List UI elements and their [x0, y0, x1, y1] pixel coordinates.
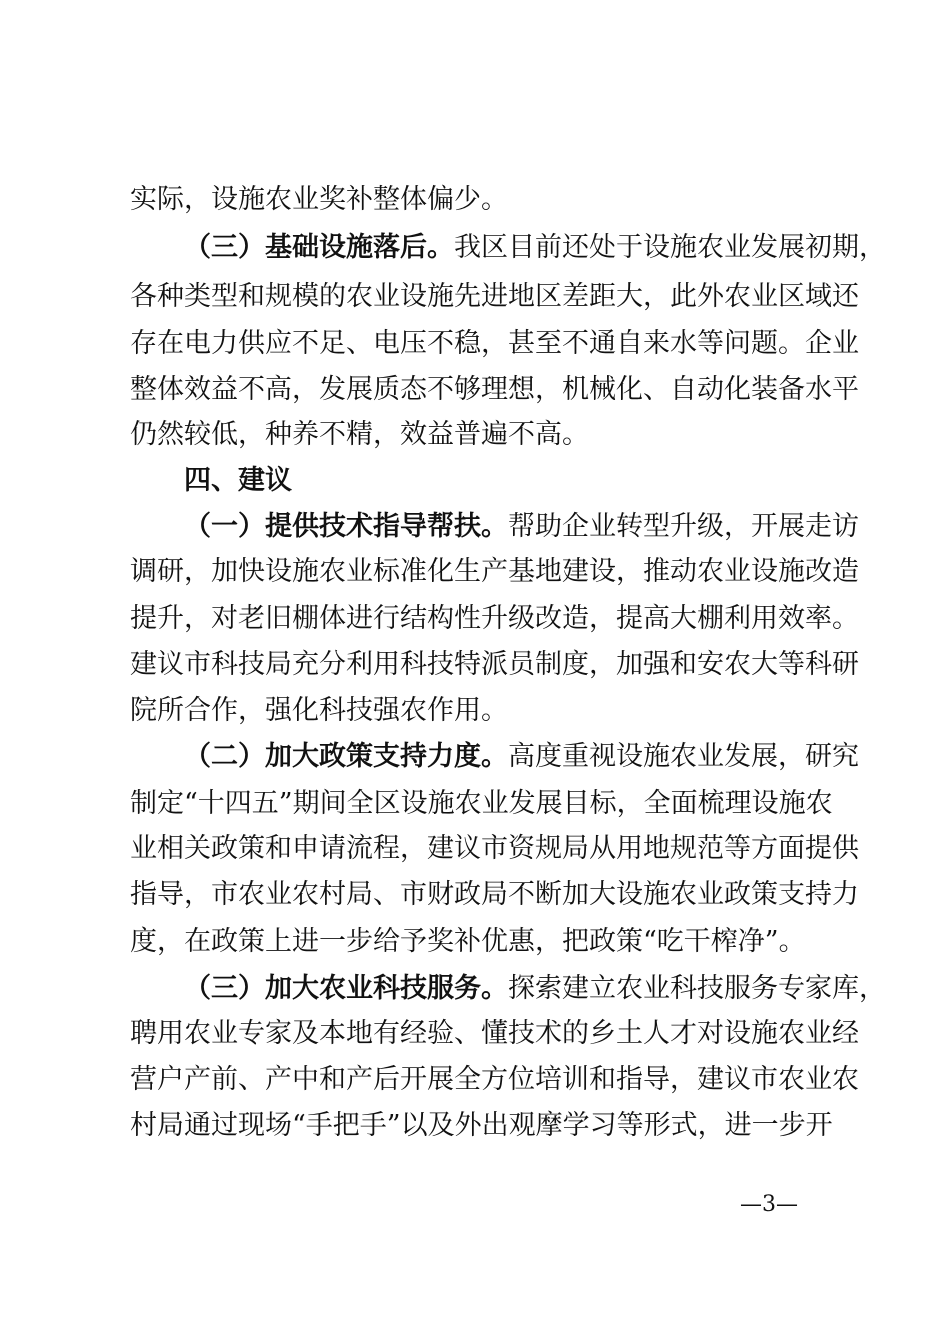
- body-text: 村局通过现场“手把手”以及外出观摩学习等形式，进一步开: [130, 1110, 833, 1141]
- body-text: 实际，设施农业奖补整体偏少。: [130, 184, 508, 215]
- body-line: [130, 646, 859, 684]
- body-text: 高度重视设施农业发展，研究: [508, 741, 859, 772]
- body-line: [130, 876, 859, 914]
- body-text: 各种类型和规模的农业设施先进地区差距大，此外农业区域还: [130, 281, 859, 312]
- body-text: 存在电力供应不足、电压不稳，甚至不通自来水等问题。企业: [130, 328, 859, 359]
- body-text: 提升，对老旧棚体进行结构性升级改造，提高大棚利用效率。: [130, 603, 859, 634]
- body-line: [130, 1061, 859, 1099]
- body-text: 制定“十四五”期间全区设施农业发展目标，全面梳理设施农: [130, 788, 833, 819]
- page-number: —3—: [740, 1192, 798, 1217]
- section-heading: （三）基础设施落后。: [184, 232, 454, 263]
- chapter-heading-line: [184, 462, 820, 500]
- section-heading-line: [184, 970, 886, 1008]
- body-text: 帮助企业转型升级，开展走访: [508, 511, 859, 542]
- section-heading-line: [184, 229, 886, 267]
- body-line: [130, 1015, 859, 1053]
- body-line: [130, 600, 859, 638]
- section-heading: （二）加大政策支持力度。: [184, 741, 508, 772]
- section-heading: （三）加大农业科技服务。: [184, 973, 508, 1004]
- body-text: 营户产前、产中和产后开展全方位培训和指导，建议市农业农: [130, 1064, 859, 1095]
- body-line: [130, 371, 859, 409]
- body-line: [130, 553, 859, 591]
- body-text: 建议市科技局充分利用科技特派员制度，加强和安农大等科研: [130, 649, 859, 680]
- body-line: [130, 1107, 833, 1145]
- body-text: 聘用农业专家及本地有经验、懂技术的乡土人才对设施农业经: [130, 1018, 859, 1049]
- body-line: [130, 830, 859, 868]
- body-text: 指导，市农业农村局、市财政局不断加大设施农业政策支持力: [130, 879, 859, 910]
- body-line: [130, 181, 820, 219]
- body-line: [130, 692, 820, 730]
- body-line: [130, 325, 859, 363]
- body-line: [130, 923, 820, 961]
- section-heading: （一）提供技术指导帮扶。: [184, 511, 508, 542]
- body-text: 调研，加快设施农业标准化生产基地建设，推动农业设施改造: [130, 556, 859, 587]
- body-line: [130, 785, 833, 823]
- body-line: [130, 416, 820, 454]
- body-text: 整体效益不高，发展质态不够理想，机械化、自动化装备水平: [130, 374, 859, 405]
- chapter-heading: 四、建议: [184, 465, 292, 496]
- body-text: 我区目前还处于设施农业发展初期，: [454, 232, 886, 263]
- section-heading-line: [184, 738, 859, 776]
- body-text: 度，在政策上进一步给予奖补优惠，把政策“吃干榨净”。: [130, 926, 806, 957]
- body-text: 院所合作，强化科技强农作用。: [130, 695, 508, 726]
- section-heading-line: [184, 508, 859, 546]
- body-line: [130, 278, 859, 316]
- body-text: 仍然较低，种养不精，效益普遍不高。: [130, 419, 589, 450]
- body-text: 探索建立农业科技服务专家库，: [508, 973, 886, 1004]
- body-text: 业相关政策和申请流程，建议市资规局从用地规范等方面提供: [130, 833, 859, 864]
